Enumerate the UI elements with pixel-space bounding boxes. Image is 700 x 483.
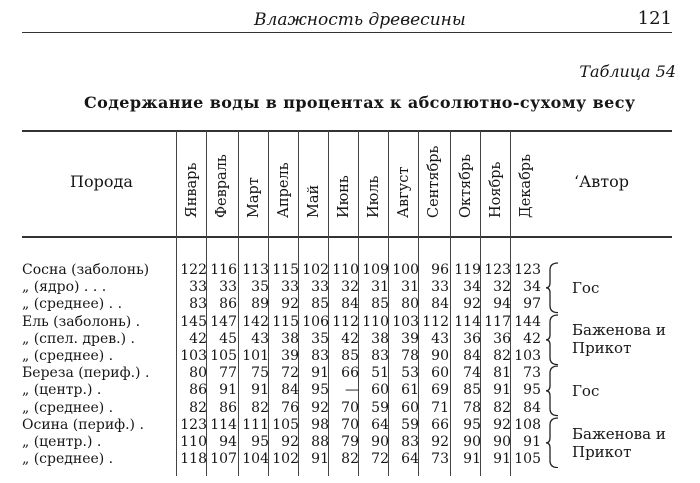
species-name: Береза (периф.) . — [22, 365, 150, 382]
value-cell: 79 — [341, 434, 359, 450]
value-cell: 51 — [371, 365, 389, 382]
species-column-header: Порода — [70, 172, 133, 191]
value-cell: 90 — [431, 348, 449, 364]
value-cell: 31 — [401, 279, 419, 296]
value-cell: 72 — [371, 451, 389, 468]
value-cell: 111 — [242, 416, 269, 433]
month-label: Февраль — [214, 154, 230, 218]
value-cell: 83 — [311, 348, 329, 364]
value-cell: 42 — [189, 330, 207, 347]
value-cell: 85 — [341, 348, 359, 364]
value-cell: 92 — [311, 399, 329, 416]
author-name — [572, 382, 599, 400]
value-cell: 107 — [210, 451, 237, 468]
value-cell: 118 — [180, 451, 207, 468]
value-cell: 76 — [281, 399, 299, 416]
value-cell: 31 — [371, 279, 389, 296]
value-cell: 43 — [431, 330, 449, 347]
month-header — [178, 138, 206, 234]
value-cell: 33 — [189, 279, 207, 296]
month-header — [360, 138, 388, 234]
month-label: Октябрь — [458, 153, 474, 218]
species-name: „ (ядро) . . . — [22, 279, 107, 296]
value-cell: 45 — [219, 330, 237, 347]
value-cell: 83 — [401, 434, 419, 450]
value-cell: 119 — [454, 262, 481, 278]
value-cell: 103 — [180, 348, 207, 364]
value-cell: — — [345, 382, 359, 399]
value-cell: 82 — [493, 348, 511, 364]
value-cell: 95 — [251, 434, 269, 450]
value-cell: 91 — [251, 382, 269, 399]
value-cell: 90 — [463, 434, 481, 450]
value-cell: 85 — [311, 296, 329, 313]
value-cell: 92 — [493, 416, 511, 433]
value-cell: 42 — [523, 330, 541, 347]
value-cell: 64 — [371, 416, 389, 433]
value-cell: 145 — [180, 313, 207, 330]
value-cell: 114 — [454, 313, 481, 330]
value-cell: 35 — [311, 330, 329, 347]
month-label: Апрель — [276, 162, 292, 218]
value-cell: 92 — [281, 296, 299, 313]
page-number: 121 — [637, 8, 672, 29]
species-name: Сосна (заболонь) — [22, 262, 150, 278]
value-cell: 110 — [362, 313, 389, 330]
value-cell: 115 — [272, 313, 299, 330]
value-cell: 113 — [242, 262, 269, 278]
value-cell: 110 — [332, 262, 359, 278]
value-cell: 98 — [311, 416, 329, 433]
value-cell: 88 — [311, 434, 329, 450]
value-cell: 59 — [371, 399, 389, 416]
value-cell: 84 — [281, 382, 299, 399]
table-title: Содержание воды в процентах к абсолютно-сухому весу — [84, 93, 636, 112]
value-cell: 72 — [281, 365, 299, 382]
species-name: „ (центр.) . — [22, 382, 102, 399]
value-cell: 102 — [272, 451, 299, 468]
month-header — [270, 138, 298, 234]
value-cell: 33 — [311, 279, 329, 296]
value-cell: 89 — [251, 296, 269, 313]
month-header — [420, 138, 448, 234]
value-cell: 95 — [523, 382, 541, 399]
species-name: „ (центр.) . — [22, 434, 102, 450]
month-label: Август — [396, 166, 412, 218]
species-name: Ель (заболонь) . — [22, 313, 141, 330]
table-row — [0, 365, 700, 381]
author-name — [572, 425, 666, 461]
value-cell: 77 — [219, 365, 237, 382]
value-cell: 84 — [463, 348, 481, 364]
value-cell: 115 — [272, 262, 299, 278]
value-cell: 61 — [401, 382, 419, 399]
month-header — [390, 138, 418, 234]
species-name: „ (спел. древ.) . — [22, 330, 135, 347]
value-cell: 84 — [523, 399, 541, 416]
value-cell: 70 — [341, 399, 359, 416]
table-row — [0, 262, 700, 278]
value-cell: 39 — [401, 330, 419, 347]
value-cell: 38 — [371, 330, 389, 347]
page-header — [22, 8, 672, 33]
value-cell: 83 — [371, 348, 389, 364]
value-cell: 91 — [311, 451, 329, 468]
value-cell: 32 — [341, 279, 359, 296]
value-cell: 64 — [401, 451, 419, 468]
value-cell: 33 — [431, 279, 449, 296]
value-cell: 73 — [523, 365, 541, 382]
value-cell: 92 — [463, 296, 481, 313]
value-cell: 43 — [251, 330, 269, 347]
value-cell: 95 — [311, 382, 329, 399]
author-name — [572, 279, 599, 297]
author-line: Прикот — [572, 442, 632, 461]
value-cell: 144 — [514, 313, 541, 330]
author-name — [572, 321, 666, 357]
value-cell: 75 — [251, 365, 269, 382]
month-label: Июль — [366, 175, 382, 218]
value-cell: 117 — [484, 313, 511, 330]
value-cell: 91 — [493, 451, 511, 468]
value-cell: 91 — [219, 382, 237, 399]
value-cell: 91 — [523, 434, 541, 450]
value-cell: 112 — [332, 313, 359, 330]
value-cell: 91 — [463, 451, 481, 468]
author-line: Гос — [572, 382, 600, 400]
species-name: „ (среднее) . — [22, 399, 114, 416]
value-cell: 32 — [493, 279, 511, 296]
value-cell: 91 — [311, 365, 329, 382]
value-cell: 105 — [210, 348, 237, 364]
header-bottom-rule — [22, 236, 672, 238]
value-cell: 82 — [251, 399, 269, 416]
value-cell: 106 — [302, 313, 329, 330]
value-cell: 114 — [210, 416, 237, 433]
value-cell: 91 — [493, 382, 511, 399]
value-cell: 142 — [242, 313, 269, 330]
species-name: „ (среднее) . . — [22, 296, 123, 313]
value-cell: 100 — [392, 262, 419, 278]
value-cell: 71 — [431, 399, 449, 416]
value-cell: 103 — [392, 313, 419, 330]
value-cell: 85 — [463, 382, 481, 399]
value-cell: 123 — [180, 416, 207, 433]
value-cell: 60 — [401, 399, 419, 416]
value-cell: 85 — [371, 296, 389, 313]
value-cell: 147 — [210, 313, 237, 330]
species-name: Осина (периф.) . — [22, 416, 144, 433]
table-top-rule — [22, 130, 672, 132]
value-cell: 122 — [180, 262, 207, 278]
value-cell: 33 — [219, 279, 237, 296]
month-header — [482, 138, 510, 234]
value-cell: 96 — [431, 262, 449, 278]
table-row — [0, 400, 700, 416]
value-cell: 38 — [281, 330, 299, 347]
author-line: Баженова и — [572, 321, 666, 340]
month-header — [330, 138, 358, 234]
value-cell: 116 — [210, 262, 237, 278]
brace-icon — [546, 365, 560, 417]
value-cell: 104 — [242, 451, 269, 468]
value-cell: 34 — [463, 279, 481, 296]
value-cell: 74 — [463, 365, 481, 382]
value-cell: 53 — [401, 365, 419, 382]
value-cell: 33 — [281, 279, 299, 296]
value-cell: 80 — [189, 365, 207, 382]
value-cell: 95 — [463, 416, 481, 433]
value-cell: 82 — [341, 451, 359, 468]
brace-icon — [546, 314, 560, 366]
value-cell: 94 — [493, 296, 511, 313]
value-cell: 123 — [484, 262, 511, 278]
value-cell: 78 — [401, 348, 419, 364]
month-header — [240, 138, 268, 234]
value-cell: 105 — [272, 416, 299, 433]
value-cell: 82 — [189, 399, 207, 416]
month-label: Ноябрь — [488, 161, 504, 218]
value-cell: 90 — [371, 434, 389, 450]
species-name: „ (среднее) . — [22, 451, 114, 468]
value-cell: 69 — [431, 382, 449, 399]
author-column-header: ‘Автор — [574, 172, 629, 191]
author-line: Прикот — [572, 339, 632, 358]
value-cell: 39 — [281, 348, 299, 364]
author-line: Гос — [572, 278, 600, 297]
month-label: Май — [306, 184, 322, 218]
value-cell: 92 — [431, 434, 449, 450]
value-cell: 66 — [431, 416, 449, 433]
value-cell: 97 — [523, 296, 541, 313]
value-cell: 36 — [493, 330, 511, 347]
value-cell: 81 — [493, 365, 511, 382]
value-cell: 78 — [463, 399, 481, 416]
month-header — [452, 138, 480, 234]
running-title: Влажность древесины — [254, 10, 466, 30]
value-cell: 34 — [523, 279, 541, 296]
brace-icon — [546, 417, 560, 469]
value-cell: 112 — [422, 313, 449, 330]
author-line: Баженова и — [572, 424, 666, 443]
value-cell: 123 — [514, 262, 541, 278]
value-cell: 35 — [251, 279, 269, 296]
value-cell: 105 — [514, 451, 541, 468]
value-cell: 36 — [463, 330, 481, 347]
value-cell: 66 — [341, 365, 359, 382]
species-name: „ (среднее) . — [22, 348, 114, 364]
table-label: Таблица 54 — [579, 62, 676, 81]
value-cell: 59 — [401, 416, 419, 433]
value-cell: 80 — [401, 296, 419, 313]
value-cell: 102 — [302, 262, 329, 278]
value-cell: 60 — [431, 365, 449, 382]
value-cell: 84 — [431, 296, 449, 313]
month-label: Июнь — [336, 175, 352, 218]
value-cell: 83 — [189, 296, 207, 313]
value-cell: 86 — [219, 399, 237, 416]
month-label: Март — [246, 177, 262, 218]
month-header — [300, 138, 328, 234]
month-label: Сентябрь — [426, 145, 442, 218]
value-cell: 73 — [431, 451, 449, 468]
month-header — [512, 138, 540, 234]
value-cell: 82 — [493, 399, 511, 416]
brace-icon — [546, 262, 560, 314]
value-cell: 108 — [514, 416, 541, 433]
value-cell: 60 — [371, 382, 389, 399]
value-cell: 92 — [281, 434, 299, 450]
value-cell: 101 — [242, 348, 269, 364]
value-cell: 86 — [219, 296, 237, 313]
value-cell: 42 — [341, 330, 359, 347]
value-cell: 70 — [341, 416, 359, 433]
value-cell: 86 — [189, 382, 207, 399]
value-cell: 84 — [341, 296, 359, 313]
month-label: Декабрь — [518, 154, 534, 218]
month-header — [208, 138, 236, 234]
value-cell: 103 — [514, 348, 541, 364]
value-cell: 94 — [219, 434, 237, 450]
value-cell: 109 — [362, 262, 389, 278]
value-cell: 110 — [180, 434, 207, 450]
value-cell: 90 — [493, 434, 511, 450]
month-label: Январь — [184, 162, 200, 218]
table-row — [0, 296, 700, 312]
